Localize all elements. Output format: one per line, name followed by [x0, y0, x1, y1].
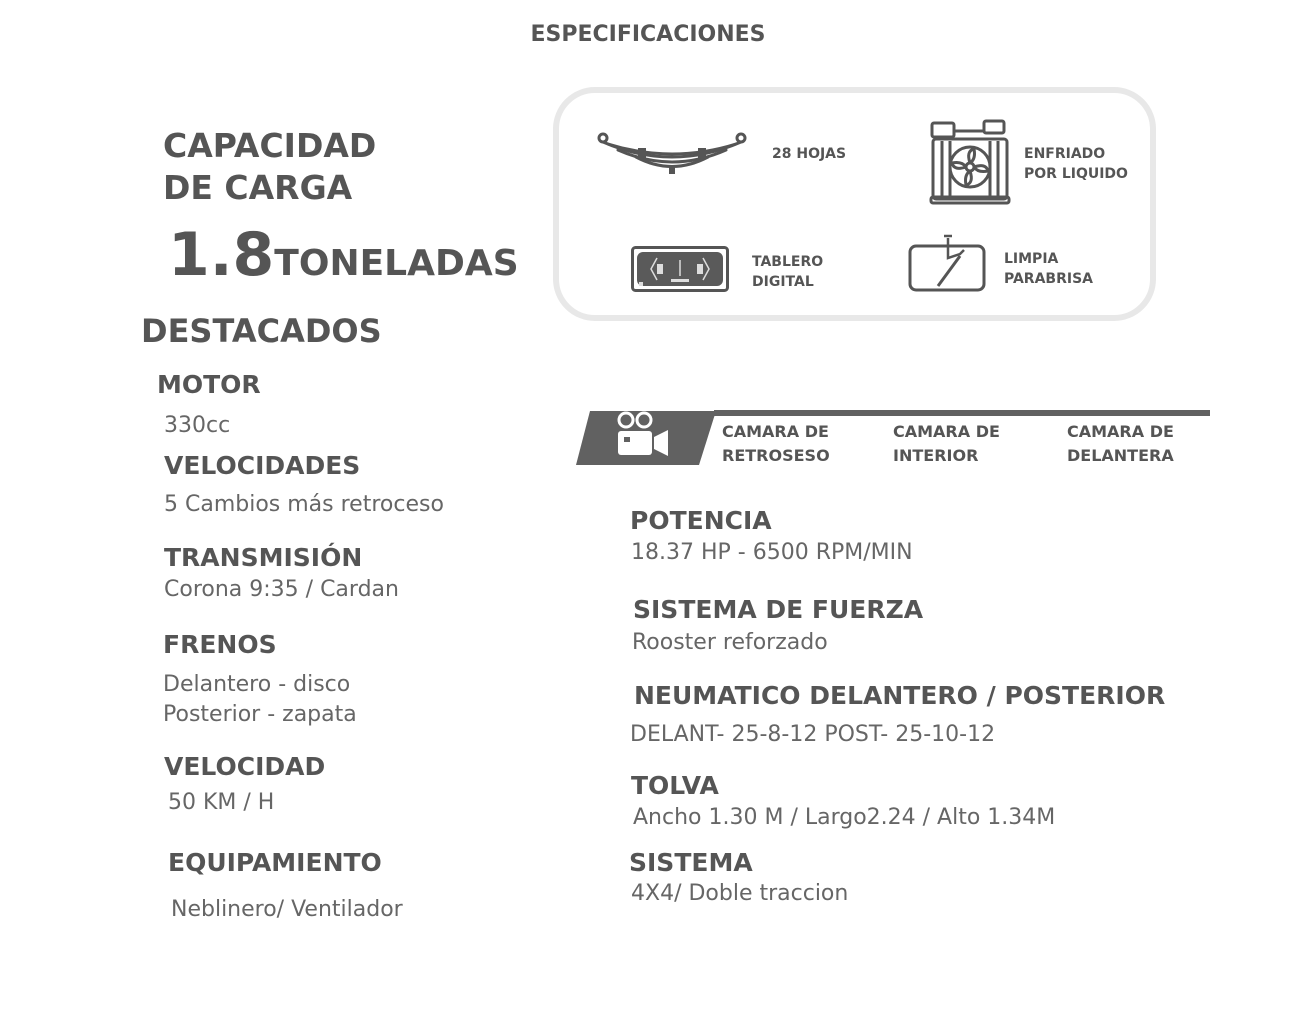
- spec-value-neumatico: DELANT- 25-8-12 POST- 25-10-12: [630, 722, 996, 747]
- spec-label-velocidades: VELOCIDADES: [164, 451, 361, 480]
- spec-label-frenos: FRENOS: [163, 630, 277, 659]
- spec-value-frenos-rear: Posterior - zapata: [163, 702, 357, 727]
- spec-value-sistema-fuerza: Rooster reforzado: [632, 630, 828, 655]
- capacity-heading: [163, 125, 376, 209]
- page-title: ESPECIFICACIONES: [530, 22, 766, 47]
- capacity-line1: CAPACIDAD: [163, 126, 377, 165]
- feature-enfriado-line2: POR LIQUIDO: [1024, 166, 1128, 182]
- spec-label-sistema: SISTEMA: [629, 848, 753, 877]
- feature-tablero-line2: DIGITAL: [752, 274, 814, 290]
- feature-tablero-label: [752, 252, 823, 292]
- spec-value-potencia: 18.37 HP - 6500 RPM/MIN: [631, 540, 913, 565]
- dashboard-icon: [631, 246, 729, 292]
- spec-label-neumatico: NEUMATICO DELANTERO / POSTERIOR: [634, 681, 1166, 710]
- spec-label-equipamiento: EQUIPAMIENTO: [168, 848, 382, 877]
- camera-delantera-label: [1067, 420, 1174, 468]
- spec-label-potencia: POTENCIA: [630, 506, 772, 535]
- capacity-value: [168, 220, 519, 290]
- wiper-icon: [908, 232, 988, 294]
- feature-tablero-line1: TABLERO: [752, 254, 824, 270]
- spec-value-motor: 330cc: [164, 413, 231, 438]
- leaf-spring-icon: [596, 130, 748, 176]
- spec-value-transmision: Corona 9:35 / Cardan: [164, 577, 399, 602]
- spec-value-velocidades: 5 Cambios más retroceso: [164, 492, 444, 517]
- spec-label-transmision: TRANSMISIÓN: [164, 543, 363, 572]
- camera-interior-label: [893, 420, 1000, 468]
- feature-enfriado-line1: ENFRIADO: [1024, 146, 1106, 162]
- camera-interior-line1: CAMARA DE: [893, 422, 1000, 441]
- camera-interior-line2: INTERIOR: [893, 446, 979, 465]
- capacity-number: 1.8: [168, 220, 275, 290]
- capacity-line2: DE CARGA: [163, 168, 353, 207]
- spec-value-tolva: Ancho 1.30 M / Largo2.24 / Alto 1.34M: [633, 805, 1056, 830]
- camera-retroseso-line1: CAMARA DE: [722, 422, 829, 441]
- spec-label-tolva: TOLVA: [631, 771, 719, 800]
- spec-label-sistema-fuerza: SISTEMA DE FUERZA: [633, 595, 924, 624]
- feature-limpia-line2: PARABRISA: [1004, 271, 1094, 287]
- highlights-title: DESTACADOS: [141, 312, 382, 350]
- camera-retroseso-line2: RETROSESO: [722, 446, 830, 465]
- feature-limpia-label: [1004, 249, 1093, 289]
- capacity-unit: TONELADAS: [274, 243, 519, 284]
- spec-label-velocidad: VELOCIDAD: [164, 752, 326, 781]
- feature-enfriado-label: [1024, 144, 1128, 184]
- spec-label-motor: MOTOR: [157, 370, 261, 399]
- spec-value-velocidad: 50 KM / H: [168, 790, 275, 815]
- spec-value-sistema: 4X4/ Doble traccion: [631, 881, 849, 906]
- camera-delantera-line1: CAMARA DE: [1067, 422, 1174, 441]
- feature-hojas-label: 28 HOJAS: [772, 146, 847, 162]
- spec-value-equipamiento: Neblinero/ Ventilador: [171, 897, 403, 922]
- camera-retroseso-label: [722, 420, 830, 468]
- radiator-icon: [928, 119, 1012, 205]
- spec-value-frenos-front: Delantero - disco: [163, 672, 351, 697]
- feature-limpia-line1: LIMPIA: [1004, 251, 1059, 267]
- camera-delantera-line2: DELANTERA: [1067, 446, 1174, 465]
- video-camera-icon: [612, 410, 672, 460]
